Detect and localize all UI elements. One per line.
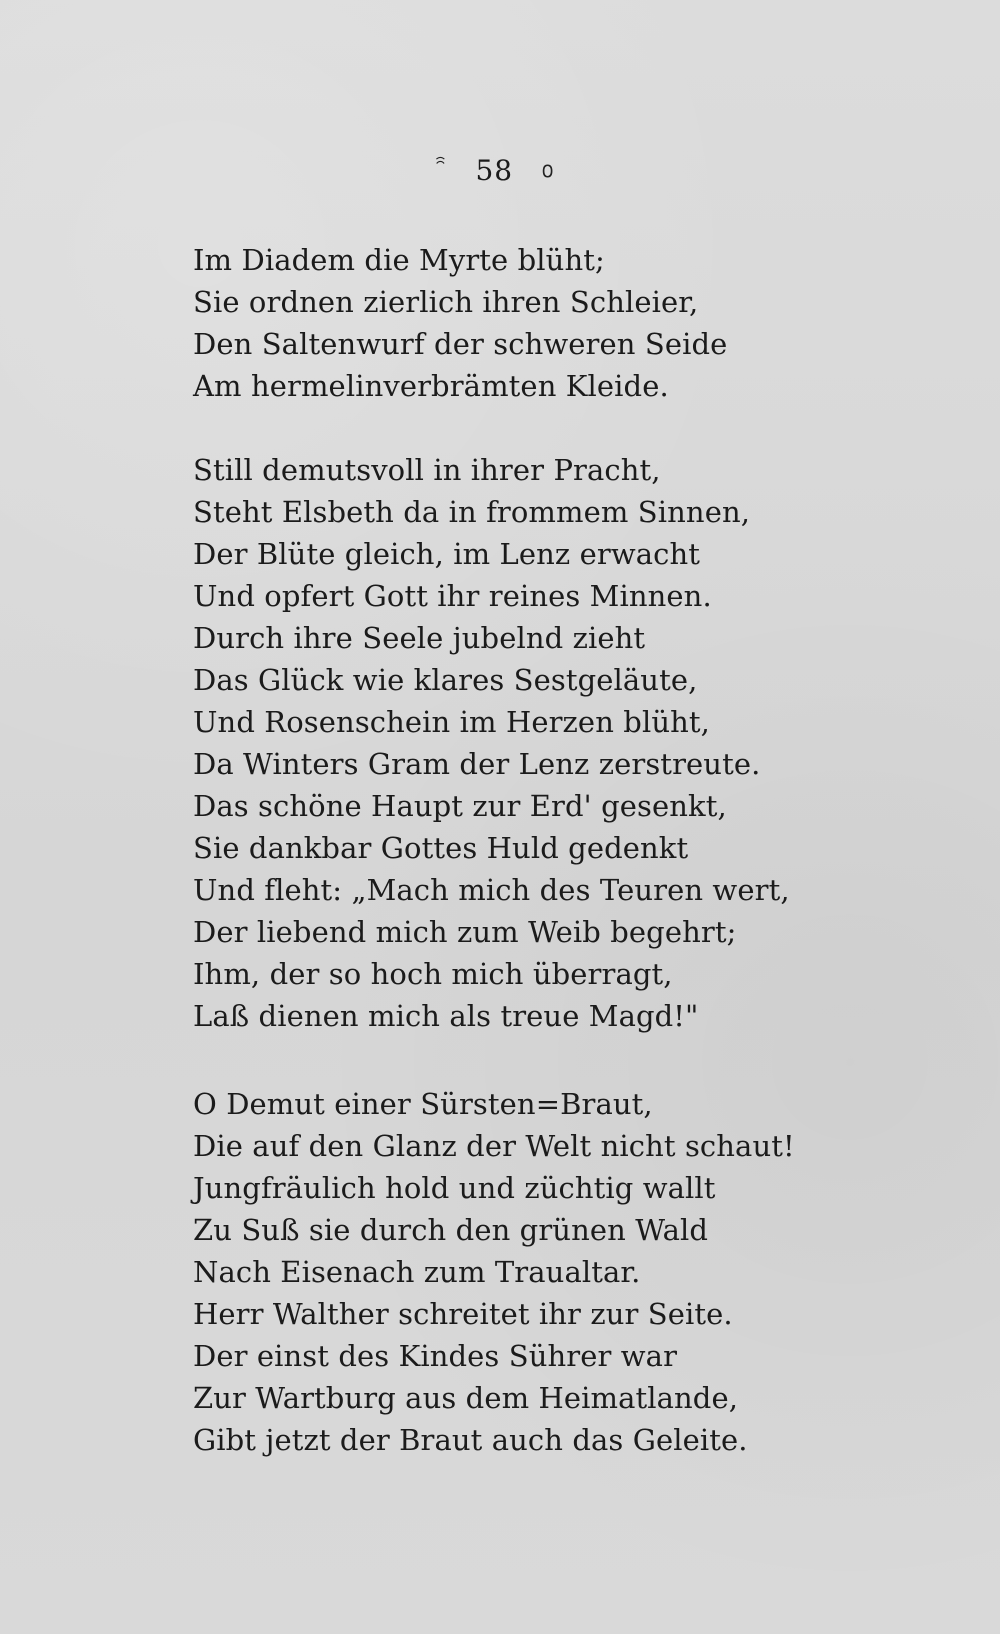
poem-line: Steht Elsbeth da in frommem Sinnen, xyxy=(193,495,751,529)
poem-line: Laß dienen mich als treue Magd!" xyxy=(193,999,699,1033)
poem-line: Herr Walther schreitet ihr zur Seite. xyxy=(193,1297,733,1331)
poem-line: Still demutsvoll in ihrer Pracht, xyxy=(193,453,661,487)
poem-line: Jungfräulich hold und züchtig wallt xyxy=(193,1171,716,1205)
poem-line: Das Glück wie klares Sestgeläute, xyxy=(193,663,698,697)
poem-line: Der liebend mich zum Weib begehrt; xyxy=(193,915,737,949)
poem-line: Der einst des Kindes Sührer war xyxy=(193,1339,678,1373)
poem-line: Zur Wartburg aus dem Heimatlande, xyxy=(193,1381,739,1415)
poem-line: Und opfert Gott ihr reines Minnen. xyxy=(193,579,712,613)
poem-line: Den Saltenwurf der schweren Seide xyxy=(193,327,728,361)
ornament-left-icon: ꩰ xyxy=(446,157,448,182)
poem-line: Zu Suß sie durch den grünen Wald xyxy=(193,1213,709,1247)
poem-line: Da Winters Gram der Lenz zerstreute. xyxy=(193,747,761,781)
poem-line: Und fleht: „Mach mich des Teuren wert, xyxy=(193,873,790,907)
poem-line: Sie dankbar Gottes Huld gedenkt xyxy=(193,831,689,865)
page-number-header xyxy=(0,152,1000,187)
poem-line: Die auf den Glanz der Welt nicht schaut! xyxy=(193,1129,795,1163)
poem-line: Im Diadem die Myrte blüht; xyxy=(193,243,605,277)
page-number: 58 xyxy=(475,154,514,187)
poem-line: Und Rosenschein im Herzen blüht, xyxy=(193,705,710,739)
poem-line: Ihm, der so hoch mich überragt, xyxy=(193,957,673,991)
poem-line: Am hermelinverbrämten Kleide. xyxy=(193,369,669,403)
poem-line: Durch ihre Seele jubelnd zieht xyxy=(193,621,646,655)
poem-line: Sie ordnen zierlich ihren Schleier, xyxy=(193,285,699,319)
poem-line: O Demut einer Sürsten=Braut, xyxy=(193,1087,653,1121)
poem-line: Der Blüte gleich, im Lenz erwacht xyxy=(193,537,701,571)
stanza-3 xyxy=(193,1083,873,1461)
stanza-1 xyxy=(193,239,873,407)
poem-line: Gibt jetzt der Braut auch das Geleite. xyxy=(193,1423,748,1457)
ornament-right-icon: ൦ xyxy=(541,158,554,183)
poem-line: Das schöne Haupt zur Erd' gesenkt, xyxy=(193,789,727,823)
poem-line: Nach Eisenach zum Traualtar. xyxy=(193,1255,641,1289)
stanza-2 xyxy=(193,449,873,1037)
